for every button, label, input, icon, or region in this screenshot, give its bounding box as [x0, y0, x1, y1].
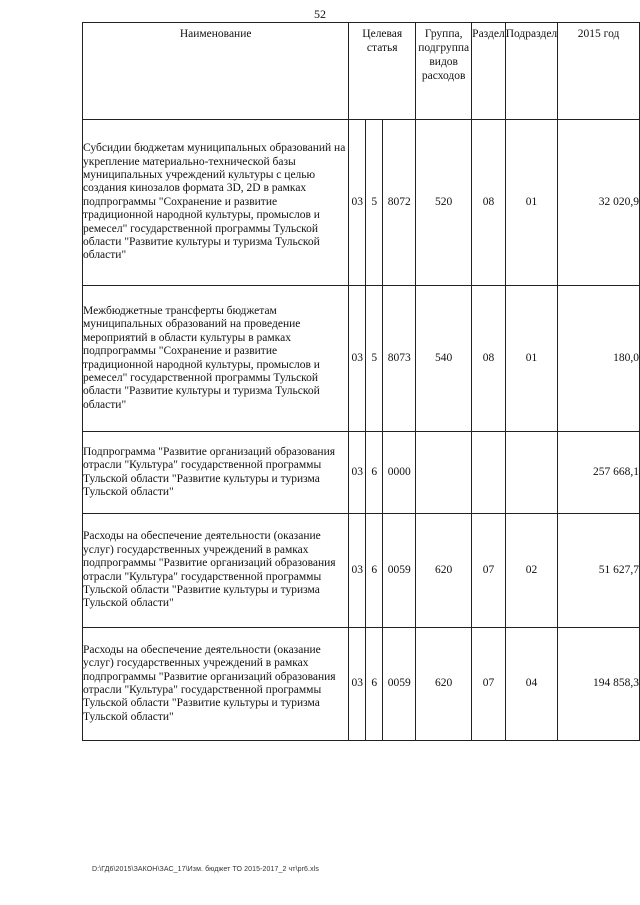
header-row [83, 23, 640, 120]
file-path-footer: D:\ГД6\2015\ЗАКОН\ЗАС_17\Изм. бюджет ТО 2015-2017_2 чт\pr6.xls [92, 866, 319, 873]
table-row [83, 286, 640, 432]
row-target-program: 03 [349, 514, 366, 628]
header-name: Наименование [83, 23, 349, 120]
row-name: Субсидии бюджетам муниципальных образований на укрепление материально-технической базы муниципальных учреждений культуры с целью создания кинозалов формата 3D, 2D в рамках подпрограммы "Сохранение и развитие традиционной народной культуры, промыслов и ремесел" государственной программы Тульской области "Развитие культуры и туризма Тульской области" [83, 120, 349, 286]
row-subsection: 01 [505, 120, 557, 286]
row-target-program: 03 [349, 628, 366, 741]
table-row [83, 628, 640, 741]
table-row [83, 514, 640, 628]
table-row [83, 120, 640, 286]
row-target-program: 03 [349, 120, 366, 286]
page-number: 52 [314, 7, 326, 21]
row-group: 620 [416, 628, 472, 741]
row-group: 520 [416, 120, 472, 286]
row-target-direction: 0000 [383, 432, 416, 514]
row-subsection: 01 [505, 286, 557, 432]
row-target-direction: 0059 [383, 514, 416, 628]
row-section: 07 [472, 514, 506, 628]
row-group: 540 [416, 286, 472, 432]
row-amount: 257 668,1 [558, 432, 640, 514]
row-name: Расходы на обеспечение деятельности (оказание услуг) государственных учреждений в рамках подпрограммы "Развитие организаций образования отрасли "Культура" государственной программы Тульской области "Развитие культуры и туризма Тульской области" [83, 514, 349, 628]
row-amount: 32 020,9 [558, 120, 640, 286]
header-section: Раздел [472, 23, 506, 120]
row-group: 620 [416, 514, 472, 628]
row-section [472, 432, 506, 514]
row-section: 08 [472, 286, 506, 432]
row-target-subprogram: 6 [366, 628, 383, 741]
header-subsection: Подраздел [505, 23, 557, 120]
header-target: Целевая статья [349, 23, 416, 120]
header-group: Группа, подгруппа видов расходов [416, 23, 472, 120]
row-subsection: 02 [505, 514, 557, 628]
row-name: Межбюджетные трансферты бюджетам муниципальных образований на проведение мероприятий в области культуры в рамках подпрограммы "Сохранение и развитие традиционной народной культуры, промыслов и ремесел" государственной программы Тульской области "Развитие культуры и туризма Тульской области" [83, 286, 349, 432]
header-year: 2015 год [558, 23, 640, 120]
table-row [83, 432, 640, 514]
row-target-direction: 8072 [383, 120, 416, 286]
row-target-direction: 0059 [383, 628, 416, 741]
row-amount: 51 627,7 [558, 514, 640, 628]
row-target-program: 03 [349, 432, 366, 514]
row-name: Расходы на обеспечение деятельности (оказание услуг) государственных учреждений в рамках подпрограммы "Развитие организаций образования отрасли "Культура" государственной программы Тульской области "Развитие культуры и туризма Тульской области" [83, 628, 349, 741]
row-subsection [505, 432, 557, 514]
row-subsection: 04 [505, 628, 557, 741]
row-target-program: 03 [349, 286, 366, 432]
row-target-subprogram: 6 [366, 514, 383, 628]
row-target-direction: 8073 [383, 286, 416, 432]
budget-table [82, 22, 640, 741]
row-target-subprogram: 5 [366, 286, 383, 432]
row-amount: 194 858,3 [558, 628, 640, 741]
row-section: 08 [472, 120, 506, 286]
row-section: 07 [472, 628, 506, 741]
row-amount: 180,0 [558, 286, 640, 432]
row-group [416, 432, 472, 514]
row-target-subprogram: 6 [366, 432, 383, 514]
row-target-subprogram: 5 [366, 120, 383, 286]
row-name: Подпрограмма "Развитие организаций образования отрасли "Культура" государственной программы Тульской области "Развитие культуры и туризма Тульской области" [83, 432, 349, 514]
